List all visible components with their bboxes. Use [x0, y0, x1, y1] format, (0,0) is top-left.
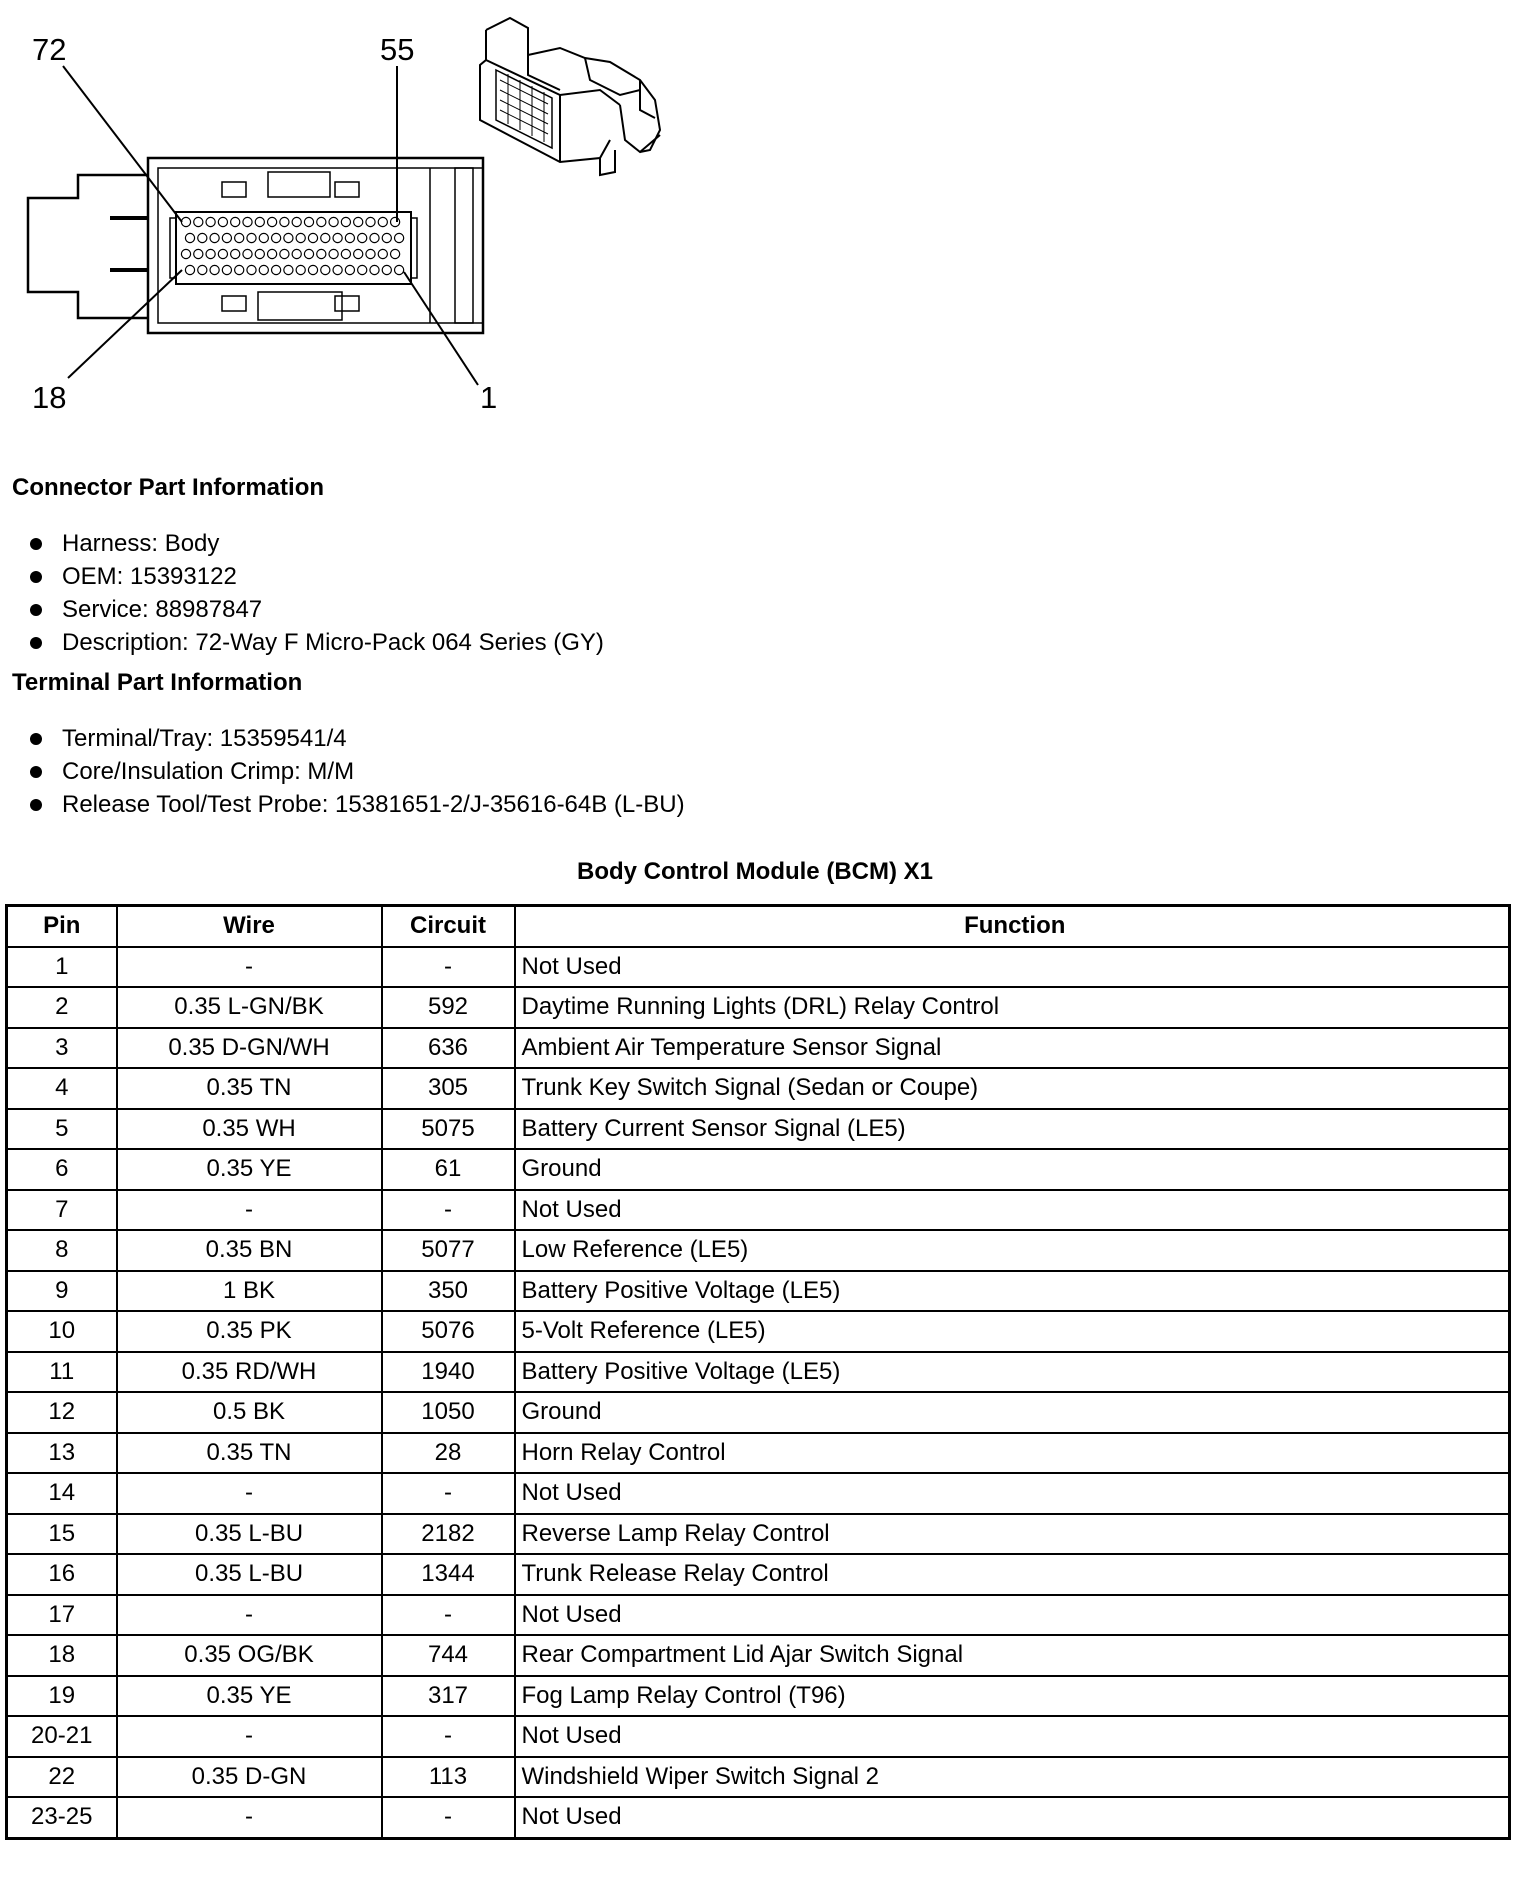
pin-cavity — [345, 265, 354, 274]
pin-cavity — [329, 217, 338, 226]
cell-pin: 6 — [7, 1149, 117, 1190]
pin-cavity — [292, 217, 301, 226]
pin-cavity — [317, 249, 326, 258]
bullet-icon — [30, 733, 42, 745]
connector-service: Service: 88987847 — [62, 596, 263, 623]
connector-oem: OEM: 15393122 — [62, 563, 237, 590]
pin-cavity — [243, 217, 252, 226]
cell-circuit: - — [382, 1190, 515, 1231]
pin-cavity — [308, 265, 317, 274]
cell-function: Battery Positive Voltage (LE5) — [515, 1352, 1510, 1393]
pin-cavity — [292, 249, 301, 258]
cell-pin: 9 — [7, 1271, 117, 1312]
pin-cavity — [296, 265, 305, 274]
pin-cavity — [181, 217, 190, 226]
pin-label-18: 18 — [32, 380, 67, 415]
cell-function: Horn Relay Control — [515, 1433, 1510, 1474]
cell-function: 5-Volt Reference (LE5) — [515, 1311, 1510, 1352]
pin-cavity — [222, 265, 231, 274]
cell-wire: 1 BK — [117, 1271, 382, 1312]
table-row — [7, 1311, 1510, 1352]
cell-function: Trunk Key Switch Signal (Sedan or Coupe) — [515, 1068, 1510, 1109]
bullet-icon — [30, 799, 42, 811]
connector-info-heading: Connector Part Information — [12, 474, 325, 501]
pin-cavity — [329, 249, 338, 258]
list-item — [28, 788, 685, 821]
table-row — [7, 1392, 1510, 1433]
cell-function: Ambient Air Temperature Sensor Signal — [515, 1028, 1510, 1069]
cell-wire: 0.35 TN — [117, 1433, 382, 1474]
cell-wire: 0.35 BN — [117, 1230, 382, 1271]
pin-cavity — [194, 217, 203, 226]
pin-cavity — [395, 265, 404, 274]
pin-cavity — [333, 265, 342, 274]
pin-cavity — [218, 217, 227, 226]
pin-cavity — [321, 233, 330, 242]
terminal-crimp: Core/Insulation Crimp: M/M — [62, 758, 355, 785]
cell-wire: 0.35 YE — [117, 1149, 382, 1190]
pin-cavity — [284, 265, 293, 274]
table-row — [7, 1149, 1510, 1190]
bullet-icon — [30, 604, 42, 616]
table-row — [7, 1473, 1510, 1514]
table-row — [7, 1433, 1510, 1474]
cell-circuit: 1940 — [382, 1352, 515, 1393]
pin-cavity — [185, 233, 194, 242]
cell-pin: 15 — [7, 1514, 117, 1555]
pin-cavity — [345, 233, 354, 242]
pin-cavity — [341, 217, 350, 226]
table-row — [7, 1554, 1510, 1595]
pin-label-55: 55 — [380, 32, 415, 67]
pin-cavity — [358, 265, 367, 274]
list-item — [28, 593, 604, 626]
pin-cavity — [378, 249, 387, 258]
cell-pin: 4 — [7, 1068, 117, 1109]
terminal-release-tool: Release Tool/Test Probe: 15381651-2/J-35616-64B (L-BU) — [62, 791, 685, 818]
table-row — [7, 947, 1510, 988]
cell-circuit: - — [382, 1797, 515, 1838]
cell-wire: - — [117, 1797, 382, 1838]
pin-cavity — [243, 249, 252, 258]
cell-circuit: 61 — [382, 1149, 515, 1190]
table-row — [7, 1109, 1510, 1150]
table-row — [7, 987, 1510, 1028]
connector-description: Description: 72-Way F Micro-Pack 064 Series (GY) — [62, 629, 604, 656]
bullet-icon — [30, 571, 42, 583]
cell-pin: 14 — [7, 1473, 117, 1514]
cell-wire: 0.35 RD/WH — [117, 1352, 382, 1393]
pin-cavity — [247, 233, 256, 242]
terminal-tray: Terminal/Tray: 15359541/4 — [62, 725, 347, 752]
pin-cavity — [354, 217, 363, 226]
pin-cavity — [218, 249, 227, 258]
cell-circuit: - — [382, 1716, 515, 1757]
table-title: Body Control Module (BCM) X1 — [577, 858, 933, 885]
cell-wire: 0.35 PK — [117, 1311, 382, 1352]
cell-wire: 0.35 YE — [117, 1676, 382, 1717]
pin-cavity — [354, 249, 363, 258]
cell-function: Windshield Wiper Switch Signal 2 — [515, 1757, 1510, 1798]
cell-function: Fog Lamp Relay Control (T96) — [515, 1676, 1510, 1717]
cell-function: Low Reference (LE5) — [515, 1230, 1510, 1271]
cell-pin: 20-21 — [7, 1716, 117, 1757]
cell-wire: - — [117, 1595, 382, 1636]
cell-function: Trunk Release Relay Control — [515, 1554, 1510, 1595]
cell-wire: - — [117, 1473, 382, 1514]
cell-function: Not Used — [515, 1595, 1510, 1636]
pin-cavity — [259, 265, 268, 274]
cell-circuit: - — [382, 947, 515, 988]
connector-diagram — [0, 0, 700, 430]
cell-function: Battery Current Sensor Signal (LE5) — [515, 1109, 1510, 1150]
cell-circuit: 5075 — [382, 1109, 515, 1150]
pin-cavity — [317, 217, 326, 226]
cell-pin: 13 — [7, 1433, 117, 1474]
list-item — [28, 527, 604, 560]
pin-cavity — [194, 249, 203, 258]
pin-cavity — [185, 265, 194, 274]
pin-cavity — [210, 265, 219, 274]
pin-cavity — [366, 217, 375, 226]
pin-label-1: 1 — [480, 380, 498, 415]
cell-circuit: 2182 — [382, 1514, 515, 1555]
pin-cavity — [259, 233, 268, 242]
pin-cavity — [181, 249, 190, 258]
cell-function: Ground — [515, 1149, 1510, 1190]
cell-pin: 16 — [7, 1554, 117, 1595]
pin-cavity — [333, 233, 342, 242]
pin-cavity — [235, 265, 244, 274]
cell-circuit: 636 — [382, 1028, 515, 1069]
pin-cavity — [268, 249, 277, 258]
cell-wire: 0.35 L-BU — [117, 1514, 382, 1555]
cell-pin: 18 — [7, 1635, 117, 1676]
pin-cavity — [304, 217, 313, 226]
pin-cavities — [181, 217, 403, 274]
cell-circuit: 5077 — [382, 1230, 515, 1271]
cell-wire: - — [117, 1716, 382, 1757]
cell-wire: 0.35 TN — [117, 1068, 382, 1109]
cell-pin: 11 — [7, 1352, 117, 1393]
list-item — [28, 626, 604, 659]
connector-harness: Harness: Body — [62, 530, 220, 557]
cell-circuit: 113 — [382, 1757, 515, 1798]
table-row — [7, 1635, 1510, 1676]
cell-pin: 23-25 — [7, 1797, 117, 1838]
table-header-row — [7, 906, 1510, 947]
bullet-icon — [30, 766, 42, 778]
list-item — [28, 722, 685, 755]
pin-cavity — [235, 233, 244, 242]
pin-cavity — [206, 249, 215, 258]
cell-circuit: 1050 — [382, 1392, 515, 1433]
cell-pin: 22 — [7, 1757, 117, 1798]
cell-pin: 1 — [7, 947, 117, 988]
pin-cavity — [198, 265, 207, 274]
list-item — [28, 755, 685, 788]
cell-function: Not Used — [515, 1797, 1510, 1838]
pin-cavity — [382, 265, 391, 274]
pin-cavity — [231, 217, 240, 226]
cell-circuit: 305 — [382, 1068, 515, 1109]
table-row — [7, 1716, 1510, 1757]
pin-label-72: 72 — [32, 32, 67, 67]
pin-cavity — [370, 265, 379, 274]
pin-cavity — [304, 249, 313, 258]
pinout-table — [5, 904, 1511, 1840]
pin-cavity — [198, 233, 207, 242]
pin-cavity — [210, 233, 219, 242]
pin-cavity — [222, 233, 231, 242]
cell-circuit: 5076 — [382, 1311, 515, 1352]
cell-wire: 0.35 WH — [117, 1109, 382, 1150]
pin-cavity — [308, 233, 317, 242]
cell-wire: 0.35 L-GN/BK — [117, 987, 382, 1028]
cell-wire: 0.35 D-GN/WH — [117, 1028, 382, 1069]
table-row — [7, 1676, 1510, 1717]
cell-function: Battery Positive Voltage (LE5) — [515, 1271, 1510, 1312]
cell-pin: 17 — [7, 1595, 117, 1636]
bullet-icon — [30, 538, 42, 550]
cell-wire: - — [117, 1190, 382, 1231]
pin-cavity — [284, 233, 293, 242]
header-circuit: Circuit — [382, 906, 515, 947]
pin-cavity — [247, 265, 256, 274]
cell-circuit: - — [382, 1595, 515, 1636]
cell-circuit: 350 — [382, 1271, 515, 1312]
list-item — [28, 560, 604, 593]
pin-cavity — [321, 265, 330, 274]
cell-function: Daytime Running Lights (DRL) Relay Control — [515, 987, 1510, 1028]
table-row — [7, 1595, 1510, 1636]
pin-cavity — [382, 233, 391, 242]
cell-pin: 2 — [7, 987, 117, 1028]
terminal-info-heading: Terminal Part Information — [12, 669, 303, 696]
pin-cavity — [391, 217, 400, 226]
pin-cavity — [370, 233, 379, 242]
pin-cavity — [395, 233, 404, 242]
cell-circuit: 592 — [382, 987, 515, 1028]
cell-pin: 19 — [7, 1676, 117, 1717]
cell-pin: 10 — [7, 1311, 117, 1352]
cell-pin: 12 — [7, 1392, 117, 1433]
cell-wire: 0.5 BK — [117, 1392, 382, 1433]
pin-cavity — [296, 233, 305, 242]
cell-function: Not Used — [515, 1473, 1510, 1514]
cell-wire: 0.35 D-GN — [117, 1757, 382, 1798]
pin-cavity — [255, 249, 264, 258]
cell-pin: 8 — [7, 1230, 117, 1271]
pin-cavity — [366, 249, 375, 258]
table-row — [7, 1271, 1510, 1312]
pin-cavity — [255, 217, 264, 226]
cell-wire: 0.35 L-BU — [117, 1554, 382, 1595]
pin-cavity — [341, 249, 350, 258]
connector-info-list — [28, 527, 604, 659]
table-row — [7, 1028, 1510, 1069]
table-row — [7, 1797, 1510, 1838]
table-row — [7, 1230, 1510, 1271]
terminal-info-list — [28, 722, 685, 821]
header-function: Function — [515, 906, 1510, 947]
pin-cavity — [231, 249, 240, 258]
cell-pin: 7 — [7, 1190, 117, 1231]
cell-circuit: 744 — [382, 1635, 515, 1676]
pin-cavity — [272, 265, 281, 274]
connector-face-view — [28, 158, 483, 333]
table-row — [7, 1757, 1510, 1798]
table-row — [7, 1514, 1510, 1555]
bullet-icon — [30, 637, 42, 649]
pin-cavity — [358, 233, 367, 242]
pin-cavity — [280, 217, 289, 226]
table-body — [7, 947, 1510, 1839]
cell-function: Not Used — [515, 1716, 1510, 1757]
cell-wire: 0.35 OG/BK — [117, 1635, 382, 1676]
cell-function: Not Used — [515, 1190, 1510, 1231]
table-row — [7, 1068, 1510, 1109]
cell-pin: 3 — [7, 1028, 117, 1069]
pin-cavity — [391, 249, 400, 258]
cell-function: Reverse Lamp Relay Control — [515, 1514, 1510, 1555]
cell-circuit: - — [382, 1473, 515, 1514]
header-pin: Pin — [7, 906, 117, 947]
pin-cavity — [268, 217, 277, 226]
pin-cavity — [272, 233, 281, 242]
pin-cavity — [206, 217, 215, 226]
pin-cavity — [378, 217, 387, 226]
connector-isometric-view — [480, 18, 660, 175]
cell-wire: - — [117, 947, 382, 988]
cell-circuit: 317 — [382, 1676, 515, 1717]
cell-function: Not Used — [515, 947, 1510, 988]
table-row — [7, 1190, 1510, 1231]
table-row — [7, 1352, 1510, 1393]
cell-function: Ground — [515, 1392, 1510, 1433]
cell-pin: 5 — [7, 1109, 117, 1150]
cell-circuit: 28 — [382, 1433, 515, 1474]
header-wire: Wire — [117, 906, 382, 947]
cell-circuit: 1344 — [382, 1554, 515, 1595]
cell-function: Rear Compartment Lid Ajar Switch Signal — [515, 1635, 1510, 1676]
pin-cavity — [280, 249, 289, 258]
